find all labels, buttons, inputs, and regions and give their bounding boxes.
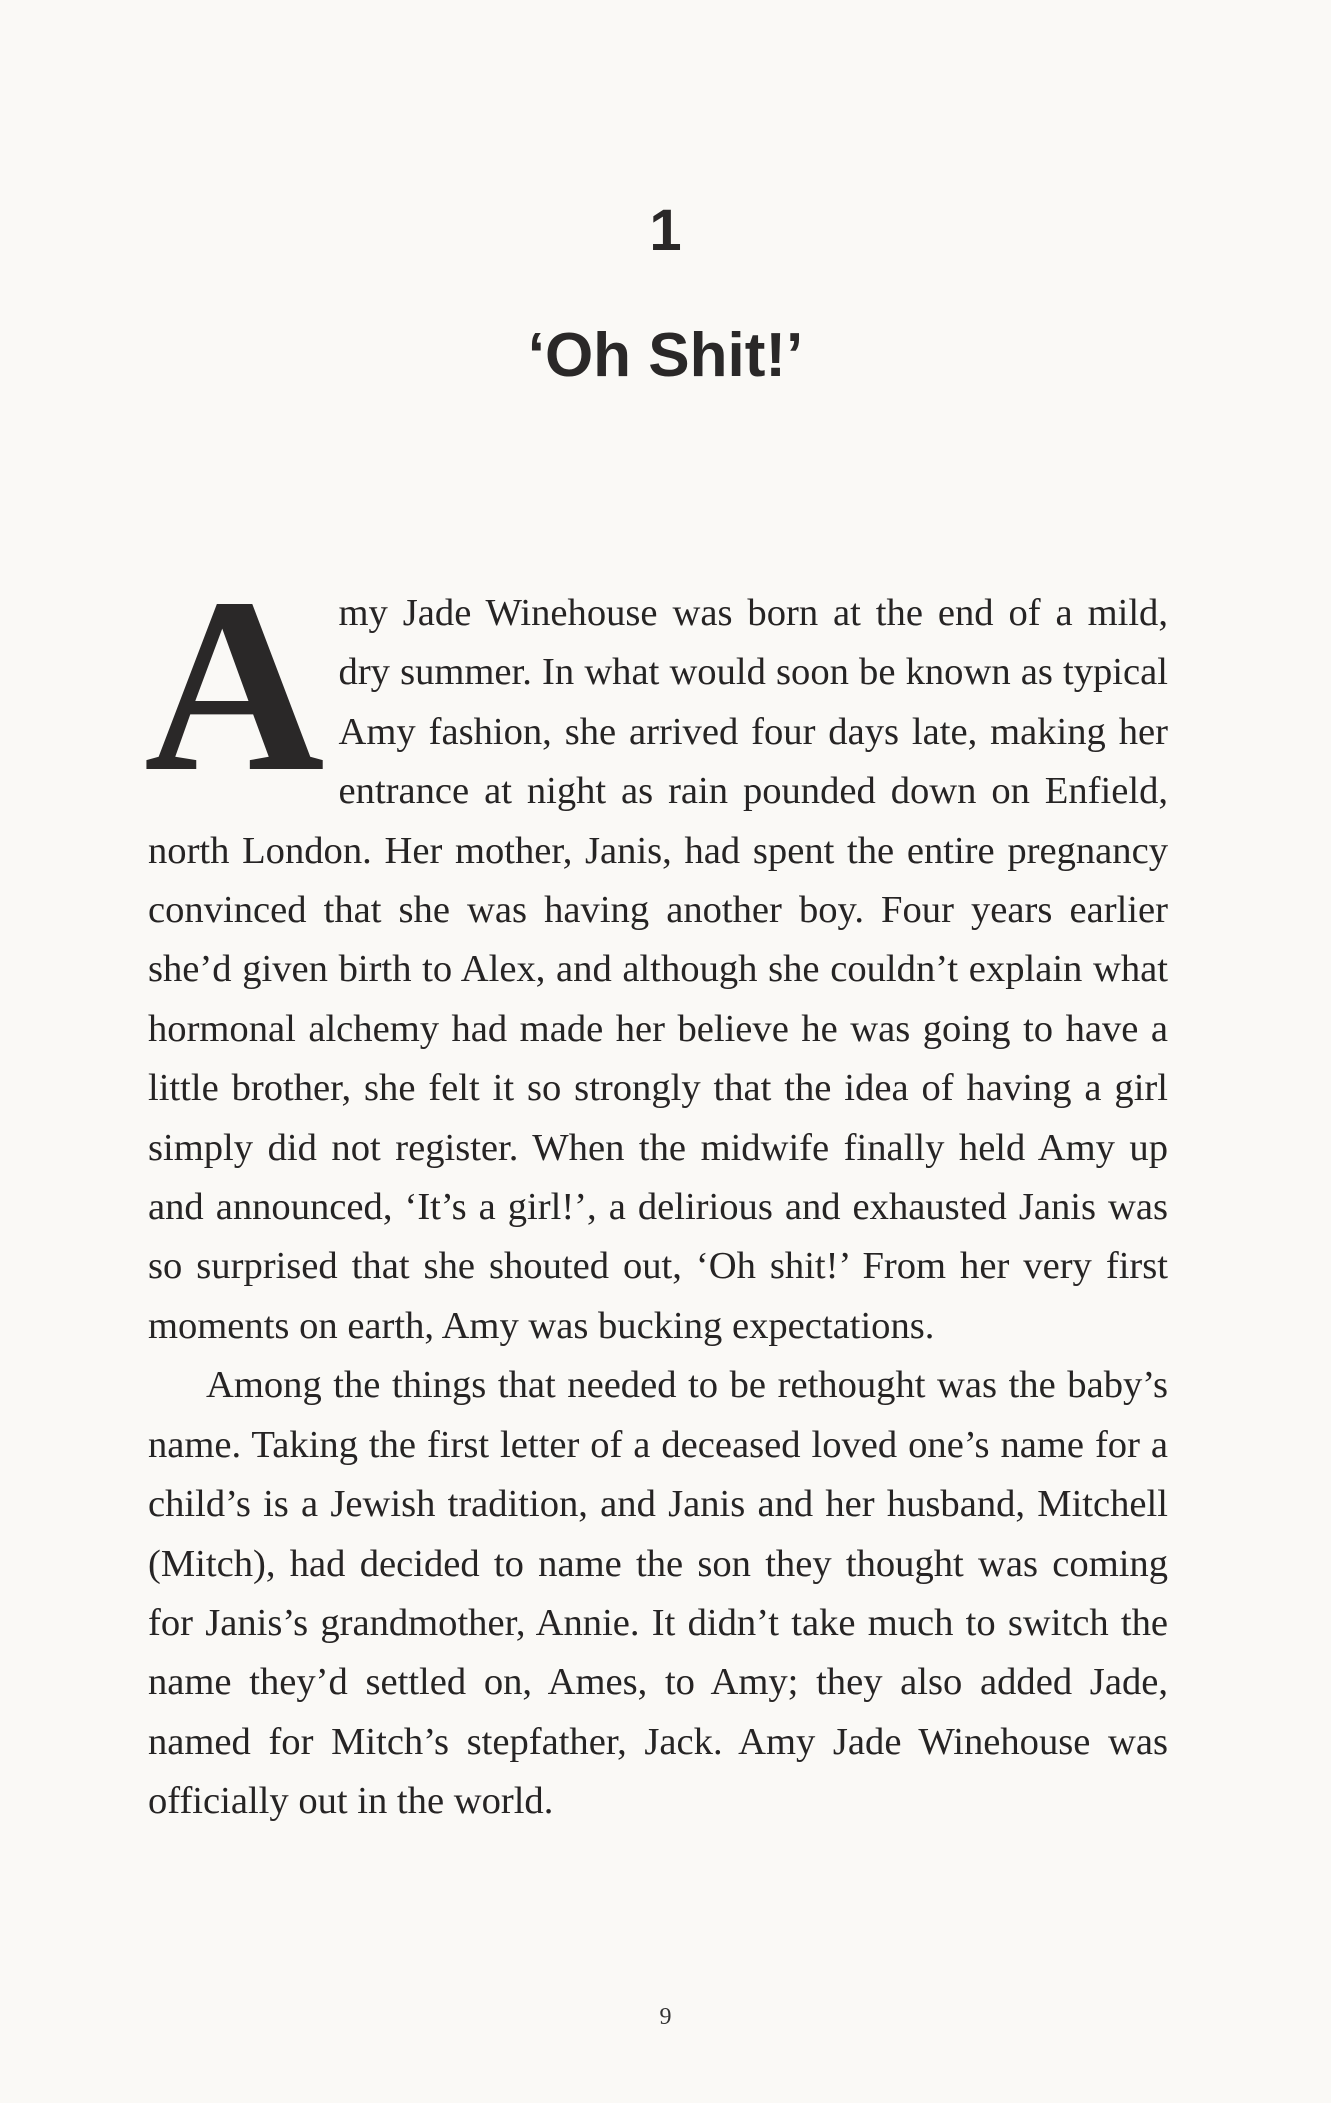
paragraph-1: [144, 547, 1168, 1356]
chapter-body: [144, 547, 1168, 1832]
paragraph-2: Among the things that needed to be rethought was the baby’s name. Taking the first letter of a deceased loved one’s name for a child’s is a Jewish tradition, and Janis and her husband, Mitchell (Mitch), had decided to name the son they thought was coming for Janis’s grandmother, Annie. It didn’t take much to switch the name they’d settled on, Ames, to Amy; they also added Jade, named for Mitch’s stepfather, Jack. Amy Jade Winehouse was officially out in the world.: [148, 1364, 1168, 1823]
drop-cap: A: [144, 547, 325, 824]
chapter-number: 1: [649, 198, 682, 263]
paragraph-1-text: my Jade Winehouse was born at the end of a mild, dry summer. In what would soon be known as typical Amy fashion, she arrived four days late, making her entrance at night as rain pounded down on Enfield, north London. Her mother, Janis, had spent the entire pregnancy convinced that she was having another boy. Four years earlier she’d given birth to Alex, and although she couldn’t explain what hormonal alchemy had made her believe he was going to have a little brother, she felt it so strongly that the idea of having a girl simply did not register. When the midwife finally held Amy up and announced, ‘It’s a girl!’, a delirious and exhausted Janis was so surprised that she shouted out, ‘Oh shit!’ From her very first moments on earth, Amy was bucking expectations.: [148, 592, 1168, 1347]
page-number: 9: [659, 2004, 672, 2030]
chapter-title: ‘Oh Shit!’: [527, 321, 804, 390]
